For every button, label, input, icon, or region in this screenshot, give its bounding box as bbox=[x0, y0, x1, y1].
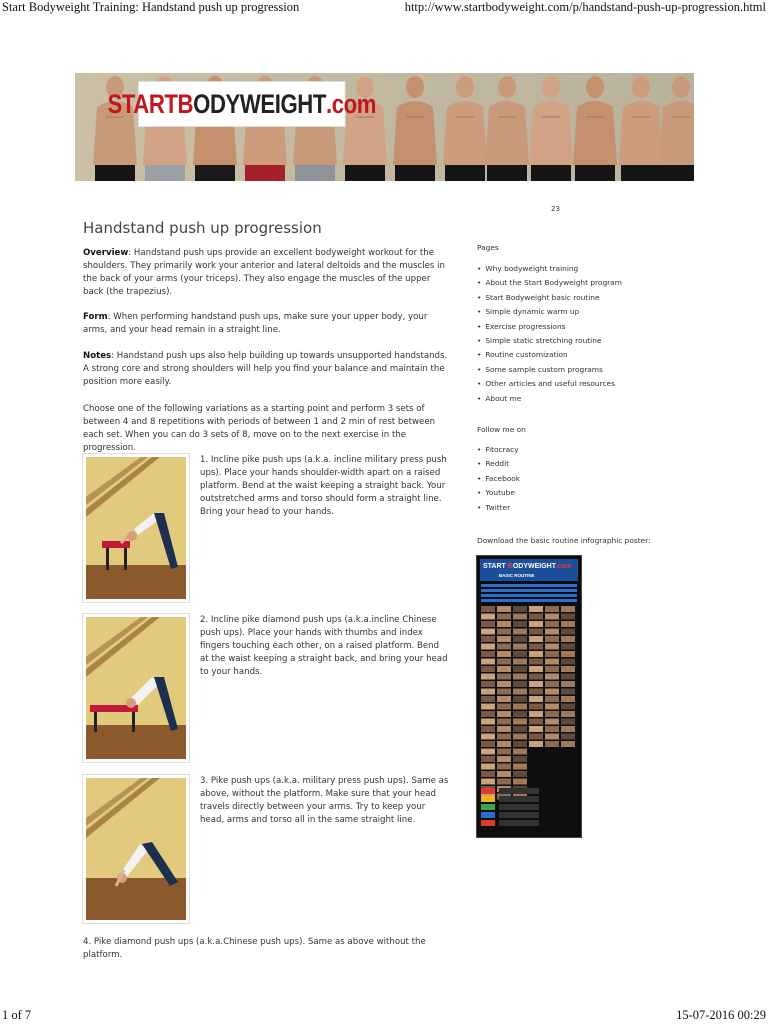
notes-label: Notes bbox=[83, 351, 112, 361]
banner-person-torso bbox=[659, 101, 694, 165]
poster-cell bbox=[481, 689, 495, 695]
poster-legend-swatch bbox=[481, 812, 495, 818]
poster-cell bbox=[497, 749, 511, 755]
poster-cell bbox=[497, 659, 511, 665]
banner-person-head bbox=[586, 76, 604, 98]
poster-subtitle: BASIC ROUTINE bbox=[499, 573, 535, 578]
banner-person-head bbox=[672, 76, 690, 98]
poster-cell bbox=[529, 606, 543, 612]
poster-cell bbox=[529, 704, 543, 710]
intro-paragraph: Choose one of the following variations as a starting point and perform 3 sets of between 4 and 8 repetitions with periods of between 1 and 2 min of rest between each set. When you can do 3 sets of 8, move on to the next exercise in the progression. bbox=[83, 404, 436, 453]
poster-cell bbox=[513, 696, 527, 702]
poster-cell bbox=[545, 651, 559, 657]
poster-cell bbox=[529, 659, 543, 665]
exercise-3-text: 3. Pike push ups (a.k.a. military press push ups). Same as above, without the platform. Make sure that your head travels directly between your arms. Try to keep your head, arms and torso all in the same straight line. bbox=[200, 776, 449, 825]
follow-link[interactable]: • Facebook bbox=[477, 472, 520, 486]
poster-cell bbox=[497, 779, 511, 785]
exercise-3-photo bbox=[83, 775, 189, 923]
poster-heading: Download the basic routine infographic poster: bbox=[477, 536, 651, 545]
follow-heading: Follow me on bbox=[477, 425, 526, 434]
follow-link[interactable]: • Youtube bbox=[477, 486, 520, 500]
exercise-1-text: 1. Incline pike push ups (a.k.a. incline military press push ups). Place your hands shoulder-width apart on a raised platform. Bend at the waist keeping a straight back. Your outstretched arms and torso should form a straight line. Bring your head to your hands. bbox=[200, 455, 447, 517]
poster-cell bbox=[497, 681, 511, 687]
poster-cell bbox=[545, 689, 559, 695]
banner-person-pants bbox=[345, 165, 385, 181]
poster-cell bbox=[497, 734, 511, 740]
poster-cell bbox=[561, 606, 575, 612]
form-text: : When performing handstand push ups, make sure your upper body, your arms, and your head remain in a straight line. bbox=[83, 312, 428, 335]
poster-cell bbox=[481, 636, 495, 642]
exercise-1-photo bbox=[83, 454, 189, 602]
poster-legend-bar bbox=[499, 820, 539, 826]
page-link[interactable]: • Simple static stretching routine bbox=[477, 334, 622, 348]
overview-label: Overview bbox=[83, 248, 129, 258]
poster-cell bbox=[561, 621, 575, 627]
poster-cell bbox=[513, 674, 527, 680]
poster-cell bbox=[513, 711, 527, 717]
poster-cell bbox=[497, 629, 511, 635]
banner-person-head bbox=[542, 76, 560, 98]
exercise-2-text: 2. Incline pike diamond push ups (a.k.a.incline Chinese push ups). Place your hands with thumbs and index fingers touching each other, on a raised platform. Bend at the waist keeping a straight back, and bring your head to your hands. bbox=[200, 615, 448, 677]
poster-cell bbox=[513, 666, 527, 672]
poster-cell bbox=[481, 764, 495, 770]
poster-cell bbox=[545, 704, 559, 710]
poster-cell bbox=[561, 659, 575, 665]
poster-header-row bbox=[481, 594, 577, 597]
poster-cell bbox=[545, 719, 559, 725]
poster-cell bbox=[497, 689, 511, 695]
poster-cell bbox=[481, 614, 495, 620]
poster-cell bbox=[561, 696, 575, 702]
poster-cell bbox=[545, 674, 559, 680]
poster-cell bbox=[561, 741, 575, 747]
poster-cell bbox=[561, 666, 575, 672]
poster-cell bbox=[529, 689, 543, 695]
overview-text: : Handstand push ups provide an excellent bodyweight workout for the shoulders. They primarily work your anterior and lateral deltoids and the muscles in the back of your arms (your triceps). They also engage the muscles of the upper back (the trapezius). bbox=[83, 248, 445, 297]
banner-person-pants bbox=[487, 165, 527, 181]
poster-cell bbox=[481, 741, 495, 747]
poster-cell bbox=[497, 644, 511, 650]
banner-person-head bbox=[498, 76, 516, 98]
pages-heading: Pages bbox=[477, 243, 499, 252]
poster-cell bbox=[481, 734, 495, 740]
poster-cell bbox=[513, 771, 527, 777]
banner-person-pants bbox=[661, 165, 694, 181]
poster-cell bbox=[561, 711, 575, 717]
exercise-4-text: 4. Pike diamond push ups (a.k.a.Chinese push ups). Same as above without the platform. bbox=[83, 937, 426, 960]
poster-cell bbox=[481, 726, 495, 732]
banner-person-torso bbox=[529, 101, 573, 165]
print-footer-datetime: 15-07-2016 00:29 bbox=[676, 1008, 766, 1022]
poster-cell bbox=[529, 726, 543, 732]
poster-cell bbox=[497, 719, 511, 725]
poster-cell bbox=[529, 674, 543, 680]
poster-header-row bbox=[481, 589, 577, 592]
poster-header-row bbox=[481, 584, 577, 587]
poster-cell bbox=[513, 779, 527, 785]
poster-cell bbox=[529, 681, 543, 687]
poster-cell bbox=[513, 704, 527, 710]
poster-cell bbox=[529, 621, 543, 627]
poster-cell bbox=[545, 644, 559, 650]
site-logo[interactable] bbox=[107, 81, 377, 127]
page-link[interactable]: • Other articles and useful resources bbox=[477, 377, 622, 391]
overview-paragraph bbox=[83, 247, 451, 299]
poster-cell bbox=[481, 629, 495, 635]
poster-cell bbox=[529, 644, 543, 650]
poster-cell bbox=[545, 621, 559, 627]
banner-person-pants bbox=[531, 165, 571, 181]
banner-person-torso bbox=[393, 101, 437, 165]
poster-cell bbox=[529, 711, 543, 717]
poster-cell bbox=[545, 726, 559, 732]
poster-legend-swatch bbox=[481, 796, 495, 802]
poster-cell bbox=[561, 719, 575, 725]
banner-person-head bbox=[632, 76, 650, 98]
poster-cell bbox=[545, 741, 559, 747]
poster-cell bbox=[513, 726, 527, 732]
exercise-2-photo bbox=[83, 614, 189, 762]
poster-legend-bar bbox=[499, 812, 539, 818]
poster-cell bbox=[497, 621, 511, 627]
poster-cell bbox=[497, 696, 511, 702]
poster-cell bbox=[513, 734, 527, 740]
logo-b: B bbox=[177, 88, 194, 119]
print-header-url[interactable]: http://www.startbodyweight.com/p/handstand-push-up-progression.html bbox=[404, 0, 766, 14]
page-link[interactable]: • Why bodyweight training bbox=[477, 262, 622, 276]
banner-person-pants bbox=[245, 165, 285, 181]
poster-cell bbox=[545, 681, 559, 687]
infographic-poster[interactable] bbox=[477, 556, 581, 837]
poster-legend-bar bbox=[499, 796, 539, 802]
poster-cell bbox=[545, 636, 559, 642]
notes-paragraph bbox=[83, 350, 451, 389]
notes-text: : Handstand push ups also help building up towards unsupported handstands. A strong core and strong shoulders will help you find your balance and maintain the position more easily. bbox=[83, 351, 448, 387]
poster-legend-bar bbox=[499, 788, 539, 794]
poster-cell bbox=[545, 711, 559, 717]
poster-cell bbox=[481, 666, 495, 672]
poster-cell bbox=[513, 741, 527, 747]
logo-odyweight: ODYWEIGHT bbox=[193, 88, 326, 119]
poster-cell bbox=[561, 689, 575, 695]
poster-cell bbox=[561, 651, 575, 657]
poster-cell bbox=[481, 771, 495, 777]
poster-cell bbox=[561, 629, 575, 635]
poster-legend-swatch bbox=[481, 788, 495, 794]
page-link[interactable]: • Exercise progressions bbox=[477, 320, 622, 334]
poster-cell bbox=[545, 614, 559, 620]
poster-cell bbox=[545, 629, 559, 635]
banner-person-torso bbox=[485, 101, 529, 165]
poster-cell bbox=[481, 711, 495, 717]
page-link[interactable]: • Start Bodyweight basic routine bbox=[477, 291, 622, 305]
poster-legend-swatch bbox=[481, 820, 495, 826]
poster-cell bbox=[513, 689, 527, 695]
poster-cell bbox=[497, 674, 511, 680]
follow-link[interactable]: • Reddit bbox=[477, 457, 520, 471]
poster-cell bbox=[545, 606, 559, 612]
poster-cell bbox=[561, 674, 575, 680]
poster-cell bbox=[497, 711, 511, 717]
poster-header-row bbox=[481, 599, 577, 602]
poster-cell bbox=[481, 704, 495, 710]
poster-cell bbox=[481, 659, 495, 665]
poster-cell bbox=[513, 636, 527, 642]
poster-cell bbox=[497, 651, 511, 657]
poster-cell bbox=[481, 651, 495, 657]
poster-cell bbox=[497, 614, 511, 620]
banner-person-head bbox=[456, 76, 474, 98]
poster-cell bbox=[545, 734, 559, 740]
poster-graphic bbox=[477, 556, 581, 837]
banner-person-pants bbox=[95, 165, 135, 181]
poster-cell bbox=[513, 614, 527, 620]
poster-cell bbox=[513, 606, 527, 612]
poster-cell bbox=[497, 606, 511, 612]
svg-text:START BODYWEIGHT.com bbox=[483, 563, 572, 570]
poster-cell bbox=[529, 696, 543, 702]
poster-cell bbox=[529, 734, 543, 740]
poster-cell bbox=[561, 681, 575, 687]
poster-cell bbox=[481, 696, 495, 702]
poster-cell bbox=[561, 636, 575, 642]
print-footer-page: 1 of 7 bbox=[2, 1008, 32, 1022]
follow-link[interactable]: • Twitter bbox=[477, 501, 520, 515]
poster-logo-start: START bbox=[483, 563, 508, 570]
poster-cell bbox=[513, 651, 527, 657]
poster-cell bbox=[529, 741, 543, 747]
banner-person-torso bbox=[443, 101, 487, 165]
follow-link[interactable]: • Fitocracy bbox=[477, 443, 520, 457]
poster-cell bbox=[529, 666, 543, 672]
poster-logo-rest: ODYWEIGHT bbox=[512, 563, 556, 570]
page-link[interactable]: • Simple dynamic warm up bbox=[477, 305, 622, 319]
poster-cell bbox=[545, 659, 559, 665]
poster-cell bbox=[513, 629, 527, 635]
banner-person-pants bbox=[195, 165, 235, 181]
poster-cell bbox=[497, 726, 511, 732]
poster-cell bbox=[513, 764, 527, 770]
form-paragraph bbox=[83, 311, 451, 337]
logo-start: START bbox=[107, 88, 178, 119]
poster-cell bbox=[481, 681, 495, 687]
poster-cell bbox=[561, 644, 575, 650]
poster-cell bbox=[513, 749, 527, 755]
poster-logo-com: .com bbox=[555, 563, 572, 570]
poster-cell bbox=[481, 779, 495, 785]
poster-cell bbox=[561, 614, 575, 620]
poster-cell bbox=[529, 651, 543, 657]
poster-cell bbox=[481, 749, 495, 755]
page-link[interactable]: • About me bbox=[477, 392, 622, 406]
page-link[interactable]: • About the Start Bodyweight program bbox=[477, 276, 622, 290]
poster-cell bbox=[561, 704, 575, 710]
poster-cell bbox=[545, 666, 559, 672]
page-link[interactable]: • Routine customization bbox=[477, 348, 622, 362]
poster-cell bbox=[529, 636, 543, 642]
poster-cell bbox=[513, 756, 527, 762]
banner-person-head bbox=[406, 76, 424, 98]
banner-person-pants bbox=[621, 165, 661, 181]
poster-cell bbox=[481, 719, 495, 725]
poster-legend-bar bbox=[499, 804, 539, 810]
poster-cell bbox=[497, 771, 511, 777]
poster-cell bbox=[497, 756, 511, 762]
poster-cell bbox=[481, 674, 495, 680]
poster-cell bbox=[513, 659, 527, 665]
poster-cell bbox=[529, 614, 543, 620]
poster-cell bbox=[497, 704, 511, 710]
banner-person-pants bbox=[145, 165, 185, 181]
banner-person-pants bbox=[575, 165, 615, 181]
poster-cell bbox=[529, 719, 543, 725]
print-header-title: Start Bodyweight Training: Handstand push up progression bbox=[2, 0, 300, 14]
follow-list bbox=[477, 443, 520, 515]
poster-cell bbox=[481, 644, 495, 650]
poster-cell bbox=[481, 606, 495, 612]
poster-cell bbox=[497, 741, 511, 747]
banner-person-pants bbox=[445, 165, 485, 181]
poster-legend-swatch bbox=[481, 804, 495, 810]
poster-cell bbox=[529, 629, 543, 635]
banner-person-torso bbox=[619, 101, 663, 165]
page-link[interactable]: • Some sample custom programs bbox=[477, 363, 622, 377]
poster-cell bbox=[497, 636, 511, 642]
post-title: Handstand push up progression bbox=[83, 219, 322, 237]
poster-cell bbox=[513, 719, 527, 725]
poster-cell bbox=[481, 621, 495, 627]
poster-cell bbox=[513, 644, 527, 650]
poster-cell bbox=[497, 764, 511, 770]
poster-cell bbox=[513, 621, 527, 627]
poster-cell bbox=[481, 756, 495, 762]
poster-cell bbox=[561, 734, 575, 740]
poster-cell bbox=[545, 696, 559, 702]
pages-list bbox=[477, 262, 622, 406]
poster-cell bbox=[513, 681, 527, 687]
poster-logo-b: B bbox=[507, 563, 513, 570]
banner-person-pants bbox=[395, 165, 435, 181]
logo-com: .com bbox=[325, 88, 377, 119]
poster-cell bbox=[561, 726, 575, 732]
form-label: Form bbox=[83, 312, 108, 322]
banner-person-torso bbox=[573, 101, 617, 165]
sidebar-number: 23 bbox=[551, 205, 560, 213]
banner-person-pants bbox=[295, 165, 335, 181]
poster-cell bbox=[497, 666, 511, 672]
